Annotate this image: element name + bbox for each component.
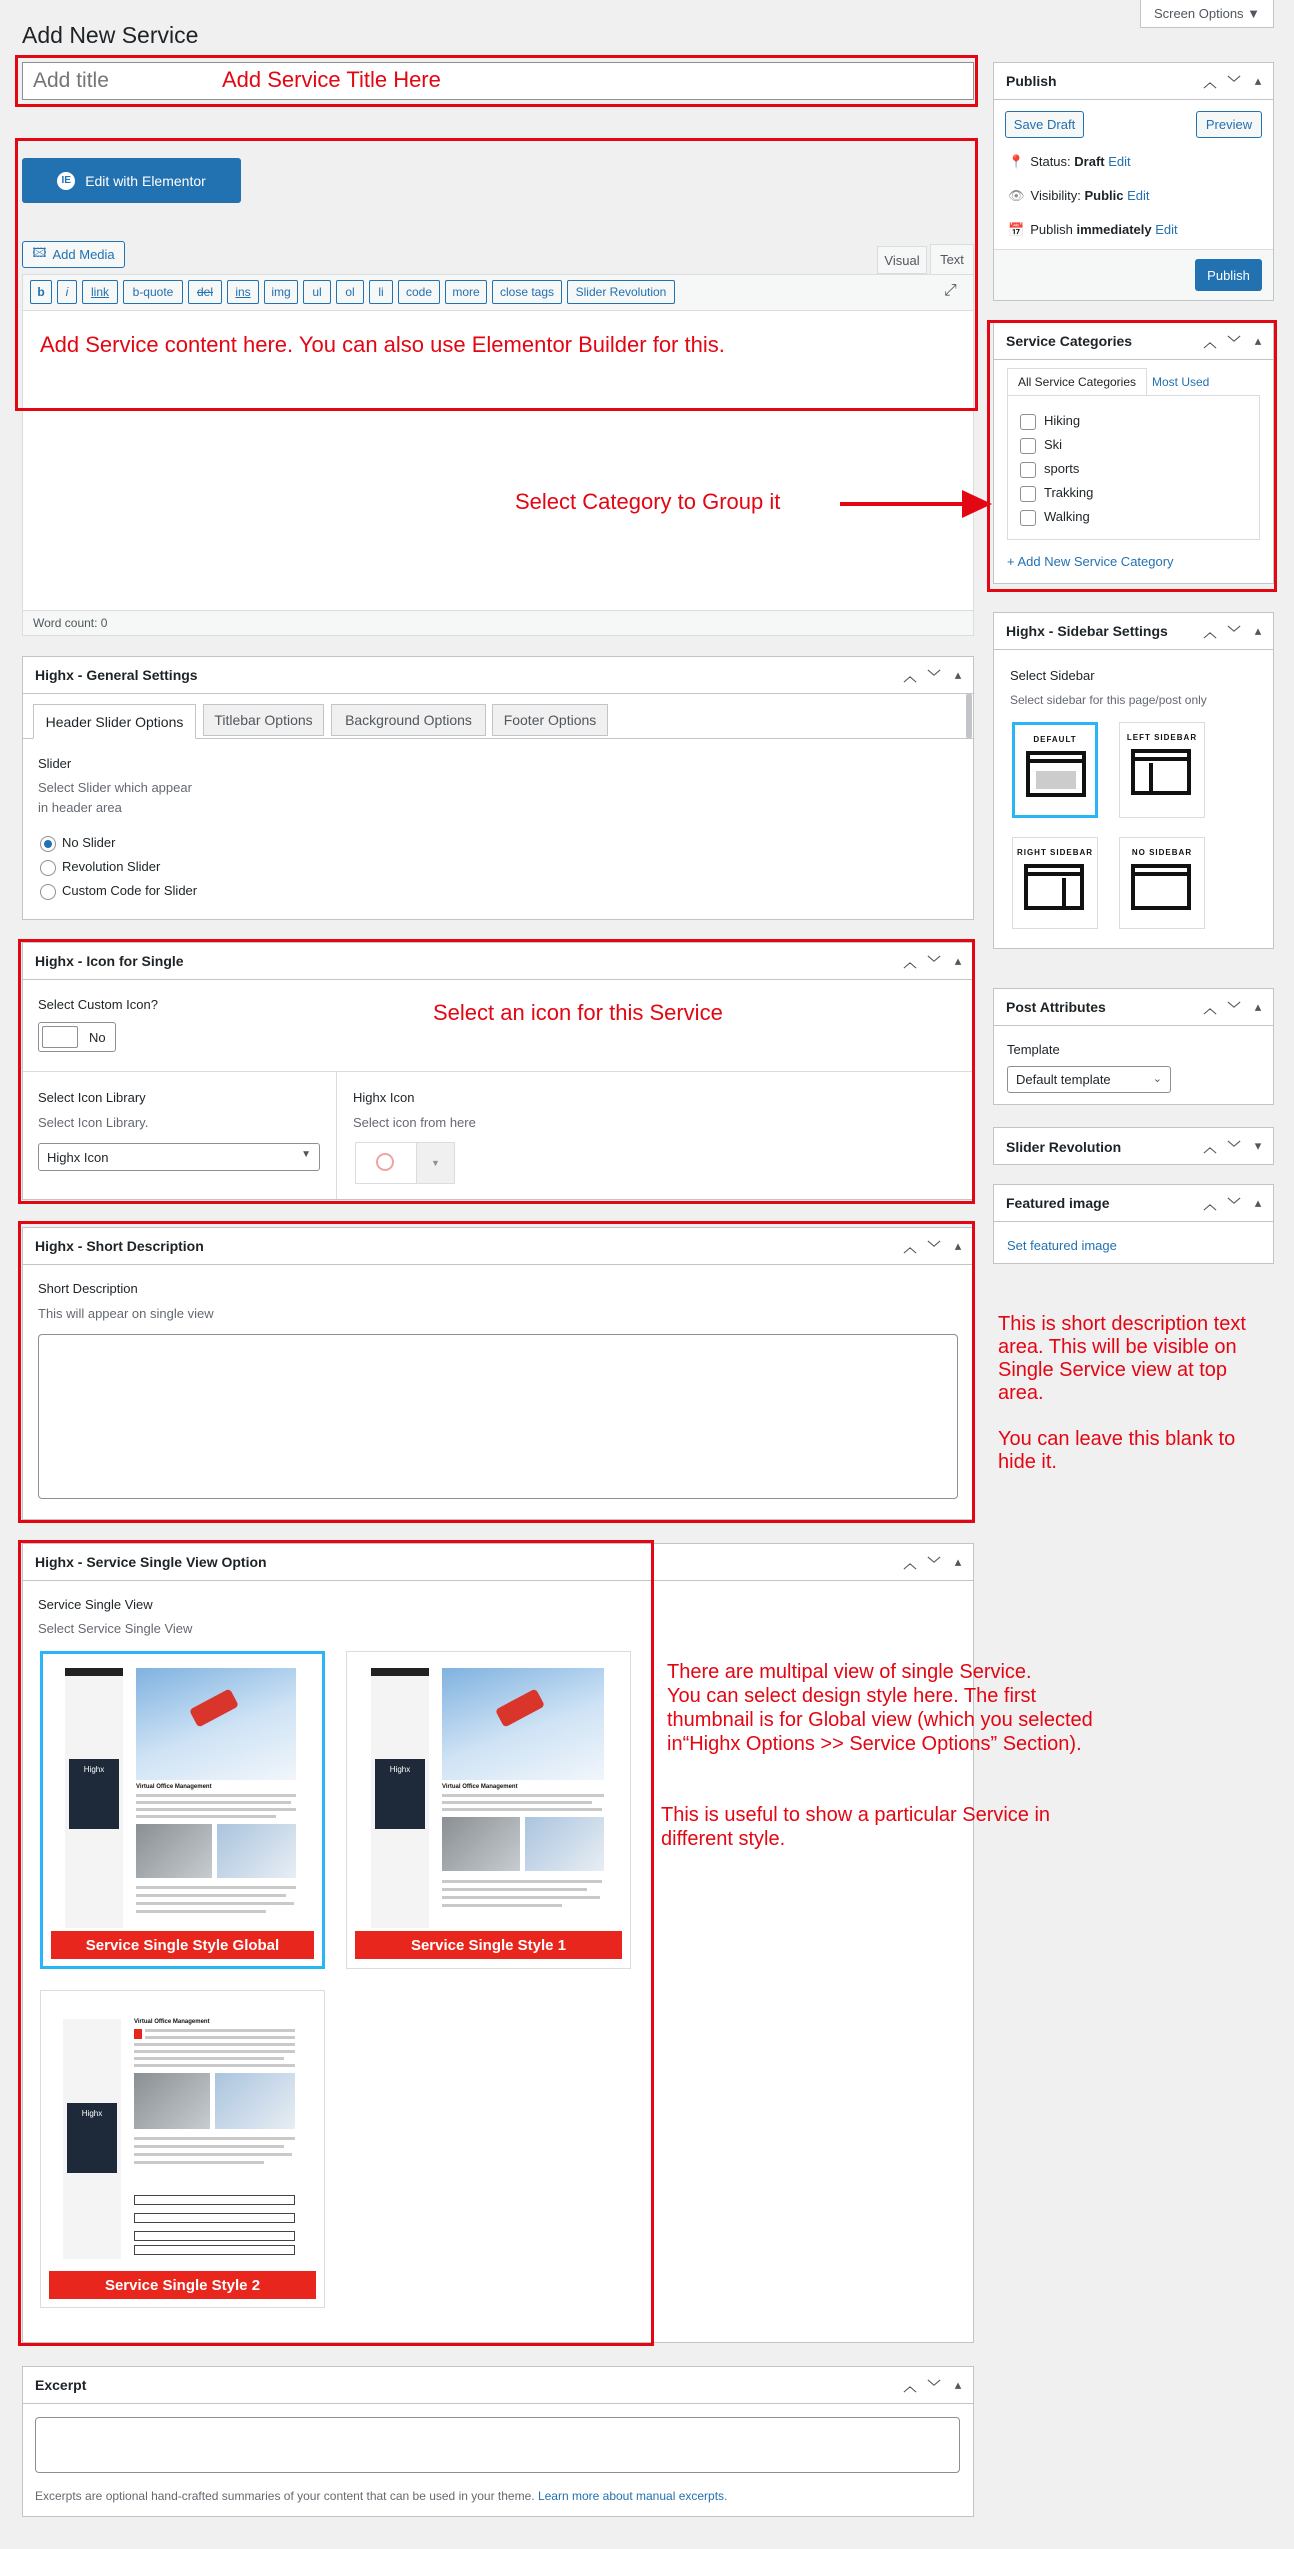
custom-icon-toggle[interactable] [38, 1022, 116, 1052]
thumb-text-line [136, 1894, 286, 1897]
annotation-line: area. [998, 1382, 1044, 1404]
single-view-label: Service Single View [38, 1597, 153, 1612]
save-draft-button[interactable]: Save Draft [1005, 111, 1084, 138]
move-down-icon[interactable]: ﹀ [927, 1555, 941, 1571]
short-desc-label: Short Description [38, 1281, 138, 1296]
qt-slider-revolution[interactable]: Slider Revolution [567, 280, 675, 304]
annotation-line: hide it. [998, 1451, 1057, 1473]
category-checkbox[interactable] [1020, 486, 1036, 502]
qt-b-quote[interactable]: b-quote [123, 280, 183, 304]
qt-more[interactable]: more [445, 280, 487, 304]
ski-image [136, 1668, 296, 1780]
sidebar-option-label: NO SIDEBAR [1131, 848, 1193, 857]
category-sports[interactable] [1020, 461, 1079, 478]
tabs-scrollbar[interactable] [966, 693, 972, 739]
qt-ol[interactable]: ol [336, 280, 364, 304]
toggle-icon[interactable]: ▴ [1254, 73, 1262, 88]
chevron-down-icon: ▼ [301, 1149, 311, 1160]
edit-with-elementor-button[interactable] [22, 158, 241, 203]
calendar-icon: 📅 [1008, 222, 1025, 237]
move-down-icon[interactable]: ﹀ [927, 954, 941, 970]
annotation-line: thumbnail is for Global view (which you selected [667, 1709, 1093, 1731]
annotation-line: area. This will be visible on [998, 1336, 1237, 1358]
qt-del[interactable]: del [188, 280, 222, 304]
status-value: Draft [1074, 154, 1105, 169]
toggle-icon[interactable]: ▴ [954, 953, 962, 968]
layout-left-sidebar-icon [1131, 749, 1191, 795]
move-down-icon[interactable]: ﹀ [927, 2378, 941, 2394]
preview-button[interactable]: Preview [1196, 111, 1262, 138]
toggle-icon[interactable]: ▴ [1254, 1195, 1262, 1210]
icon-single-header[interactable] [23, 943, 973, 980]
tab-footer-options[interactable]: Footer Options [492, 704, 608, 736]
word-count-bar [22, 610, 974, 636]
title-input[interactable] [22, 62, 974, 100]
thumb-text-line [145, 2036, 295, 2039]
annotation-line: different style. [661, 1828, 786, 1850]
layout-no-sidebar-icon [1131, 864, 1191, 910]
eye-icon: 👁 [1008, 188, 1025, 203]
annotation-single-view-2 [661, 1803, 1050, 1851]
move-down-icon[interactable]: ﹀ [1227, 1196, 1241, 1212]
annotation-icon: Select an icon for this Service [433, 1000, 723, 1025]
thumb-style-2[interactable] [40, 1990, 325, 2308]
snow-image [525, 1817, 604, 1871]
move-up-icon[interactable]: ︿ [1203, 1000, 1217, 1016]
thumb-headline: Virtual Office Management [134, 2019, 210, 2025]
sidebar-label: Select Sidebar [1010, 668, 1095, 683]
qt-close-tags[interactable]: close tags [492, 280, 562, 304]
move-up-icon[interactable]: ︿ [903, 2378, 917, 2394]
categories-title: Service Categories [1006, 333, 1133, 349]
qt-b[interactable]: b [30, 280, 52, 304]
move-up-icon[interactable]: ︿ [1203, 1196, 1217, 1212]
climb-image [136, 1824, 212, 1878]
thumb-text-line [136, 1808, 296, 1811]
thumb-text-line [145, 2029, 295, 2032]
visibility-label: Visibility: [1030, 188, 1081, 203]
status-edit-link[interactable]: Edit [1108, 154, 1131, 169]
sidebar-option-right[interactable] [1012, 837, 1098, 929]
chevron-down-icon: ⌄ [1152, 1073, 1162, 1085]
general-settings-header[interactable] [23, 657, 973, 694]
thumb-brand: Highx [389, 1765, 411, 1774]
radio-label: Custom Code for Slider [62, 883, 198, 898]
featured-image-header[interactable] [994, 1185, 1273, 1222]
sidebar-option-label: LEFT SIDEBAR [1126, 733, 1198, 742]
faq-row [134, 2231, 295, 2241]
single-view-desc: Select Service Single View [38, 1621, 193, 1636]
slider-desc-2: in header area [38, 800, 122, 815]
category-checkbox[interactable] [1020, 438, 1036, 454]
qt-img[interactable]: img [264, 280, 298, 304]
annotation-line: in“Highx Options >> Service Options” Section). [667, 1733, 1082, 1755]
thumb-caption: Service Single Style 1 [355, 1931, 622, 1959]
icon-picker[interactable] [355, 1142, 455, 1184]
thumb-text-line [136, 1815, 276, 1818]
move-up-icon[interactable]: ︿ [903, 1555, 917, 1571]
excerpt-textarea[interactable] [35, 2417, 960, 2473]
category-checkbox[interactable] [1020, 510, 1036, 526]
featured-image-title: Featured image [1006, 1195, 1110, 1211]
annotation-line: This is useful to show a particular Service in [661, 1804, 1051, 1826]
climb-image [442, 1817, 520, 1871]
annotation-content: Add Service content here. You can also use Elementor Builder for this. [40, 332, 725, 357]
category-label: Walking [1044, 509, 1090, 524]
excerpt-title: Excerpt [35, 2377, 87, 2393]
icon-library-desc: Select Icon Library. [38, 1115, 149, 1130]
climb-image [134, 2073, 210, 2129]
annotation-line: This is short description text [998, 1313, 1246, 1335]
edit-with-elementor-label: Edit with Elementor [85, 172, 206, 189]
word-count: Word count: 0 [33, 616, 108, 630]
annotation-line: You can select design style here. The first [667, 1685, 1037, 1707]
annotation-line: Single Service view at top [998, 1359, 1228, 1381]
radio-label: Revolution Slider [62, 859, 161, 874]
move-down-icon[interactable]: ﹀ [1227, 1000, 1241, 1016]
slider-revolution-header[interactable] [994, 1128, 1273, 1165]
thumb-sidebar-header [65, 1668, 123, 1676]
category-checkbox[interactable] [1020, 462, 1036, 478]
category-label: Ski [1044, 437, 1063, 452]
tab-all-categories[interactable]: All Service Categories [1007, 368, 1147, 396]
thumb-text-line [134, 2137, 295, 2140]
fullscreen-icon[interactable]: ⤢ [944, 282, 957, 299]
template-value: Default template [1016, 1072, 1111, 1087]
move-down-icon[interactable]: ﹀ [1227, 1139, 1241, 1155]
tab-visual[interactable]: Visual [877, 246, 927, 274]
radio-custom-code[interactable] [40, 883, 197, 900]
toggle-icon[interactable]: ▴ [954, 1554, 962, 1569]
thumb-text-line [134, 2145, 284, 2148]
thumb-style-global[interactable] [40, 1651, 325, 1969]
icon-divider-h [23, 1071, 973, 1072]
thumb-text-line [442, 1808, 602, 1811]
toggle-icon[interactable]: ▾ [1254, 1138, 1262, 1153]
icon-library-select[interactable] [38, 1143, 320, 1171]
qt-i[interactable]: i [57, 280, 77, 304]
category-label: sports [1044, 461, 1080, 476]
qt-link[interactable]: link [82, 280, 118, 304]
schedule-row [1008, 222, 1178, 238]
thumb-text-line [134, 2057, 284, 2060]
category-label: Trakking [1044, 485, 1094, 500]
skier-figure [189, 1688, 239, 1727]
thumb-text-line [442, 1888, 587, 1891]
snow-image [215, 2073, 295, 2129]
slider-desc-1: Select Slider which appear [38, 780, 192, 795]
single-view-title: Highx - Service Single View Option [35, 1554, 267, 1570]
move-up-icon[interactable]: ︿ [1203, 74, 1217, 90]
thumb-brand: Highx [83, 1765, 105, 1774]
highx-icon-desc: Select icon from here [353, 1115, 476, 1130]
thumb-text-line [134, 2161, 264, 2164]
category-label: Hiking [1044, 413, 1081, 428]
thumb-sidebar-header [371, 1668, 429, 1676]
toggle-text: No [89, 1030, 106, 1045]
schedule-edit-link[interactable]: Edit [1155, 222, 1178, 237]
screen-options-button[interactable]: Screen Options ▼ [1140, 0, 1274, 28]
thumb-text-line [136, 1794, 296, 1797]
short-desc-header[interactable] [23, 1228, 973, 1265]
dropcap-mock [134, 2029, 142, 2039]
excerpt-help-text: Excerpts are optional hand-crafted summaries of your content that can be used in your theme. [35, 2489, 535, 2503]
thumb-text-line [442, 1801, 592, 1804]
icon-divider-v [336, 1071, 337, 1199]
toggle-icon[interactable]: ▴ [1254, 333, 1262, 348]
move-up-icon[interactable]: ︿ [903, 954, 917, 970]
thumb-text-line [442, 1880, 602, 1883]
thumb-promo-mock [69, 1759, 119, 1829]
status-label: Status: [1030, 154, 1071, 169]
move-up-icon[interactable]: ︿ [1203, 1139, 1217, 1155]
toggle-icon[interactable]: ▴ [1254, 999, 1262, 1014]
visibility-value: Public [1084, 188, 1124, 203]
thumb-brand: Highx [81, 2109, 103, 2118]
editor-frame [22, 274, 974, 636]
pin-icon: 📍 [1008, 154, 1025, 169]
move-down-icon[interactable]: ﹀ [927, 668, 941, 684]
move-up-icon[interactable]: ︿ [1203, 334, 1217, 350]
elementor-icon: IE [57, 172, 75, 190]
annotation-line [998, 1405, 1246, 1428]
faq-row [134, 2213, 295, 2223]
sidebar-option-label: DEFAULT [1033, 735, 1077, 744]
faq-row [134, 2195, 295, 2205]
annotation-category: Select Category to Group it [515, 489, 781, 514]
thumb-caption: Service Single Style Global [51, 1931, 314, 1959]
thumb-text-line [442, 1794, 604, 1797]
radio-label: No Slider [62, 835, 116, 850]
qt-ul[interactable]: ul [303, 280, 331, 304]
categories-header[interactable] [994, 323, 1273, 360]
radio-button[interactable] [40, 860, 56, 876]
general-settings-title: Highx - General Settings [35, 667, 198, 683]
toggle-knob [42, 1026, 78, 1048]
category-walking[interactable] [1020, 509, 1090, 526]
publish-title: Publish [1006, 73, 1057, 89]
arrow-right-icon [838, 488, 994, 520]
thumb-caption: Service Single Style 2 [49, 2271, 316, 2299]
excerpt-header[interactable] [23, 2367, 973, 2404]
tab-text[interactable]: Text [930, 244, 974, 274]
post-attributes-header[interactable] [994, 989, 1273, 1026]
slider-label: Slider [38, 756, 72, 771]
slider-revolution-title: Slider Revolution [1006, 1138, 1122, 1155]
radio-button[interactable] [40, 836, 56, 852]
sidebar-settings-title: Highx - Sidebar Settings [1006, 623, 1168, 639]
icon-picker-dropdown[interactable]: ▼ [416, 1143, 454, 1183]
move-down-icon[interactable]: ﹀ [927, 1239, 941, 1255]
short-desc-title: Highx - Short Description [35, 1238, 204, 1254]
schedule-label: Publish [1030, 222, 1073, 237]
qt-ins[interactable]: ins [227, 280, 259, 304]
tab-background-options[interactable]: Background Options [331, 704, 486, 736]
annotation-line: There are multipal view of single Service. [667, 1661, 1032, 1683]
add-new-category-link[interactable]: + Add New Service Category [1007, 554, 1174, 569]
template-select[interactable] [1007, 1066, 1171, 1093]
short-desc-desc: This will appear on single view [38, 1306, 214, 1321]
thumb-headline: Virtual Office Management [136, 1784, 212, 1790]
single-view-header[interactable] [23, 1544, 973, 1581]
icon-single-title: Highx - Icon for Single [35, 953, 184, 969]
add-media-icon: 🖾 [32, 244, 47, 260]
category-checkbox[interactable] [1020, 414, 1036, 430]
radio-no-slider[interactable] [40, 835, 115, 852]
thumb-text-line [442, 1896, 600, 1899]
excerpt-help-period: . [724, 2489, 728, 2503]
thumb-promo-mock [375, 1759, 425, 1829]
toggle-icon[interactable]: ▴ [954, 1238, 962, 1253]
qt-code[interactable]: code [398, 280, 440, 304]
toggle-icon[interactable]: ▴ [954, 667, 962, 682]
no-icon-icon [376, 1153, 394, 1171]
thumb-text-line [442, 1904, 562, 1907]
radio-button[interactable] [40, 884, 56, 900]
snow-image [217, 1824, 296, 1878]
layout-right-sidebar-icon [1024, 864, 1084, 910]
schedule-value: immediately [1076, 222, 1152, 237]
sidebar-option-none[interactable] [1119, 837, 1205, 929]
thumb-promo-mock [67, 2103, 117, 2173]
sidebar-option-default[interactable] [1012, 722, 1098, 818]
tab-titlebar-options[interactable]: Titlebar Options [203, 704, 324, 736]
thumb-text-line [134, 2153, 292, 2156]
move-up-icon[interactable]: ︿ [903, 668, 917, 684]
annotation-single-view-1 [667, 1660, 1093, 1756]
tab-header-slider-options[interactable]: Header Slider Options [33, 704, 196, 739]
thumb-text-line [134, 2043, 295, 2046]
annotation-short-desc [998, 1313, 1246, 1474]
custom-icon-label: Select Custom Icon? [38, 997, 158, 1012]
ski-image [442, 1668, 604, 1780]
skier-figure [495, 1688, 545, 1727]
thumb-style-1[interactable] [346, 1651, 631, 1969]
category-ski[interactable] [1020, 437, 1062, 454]
sidebar-option-label: RIGHT SIDEBAR [1016, 848, 1094, 857]
toggle-icon[interactable]: ▴ [954, 2377, 962, 2392]
tab-most-used[interactable]: Most Used [1152, 375, 1210, 389]
move-down-icon[interactable]: ﹀ [1227, 74, 1241, 90]
sidebar-settings-header[interactable] [994, 613, 1273, 650]
excerpt-help-link[interactable]: Learn more about manual excerpts [537, 2489, 725, 2503]
layout-default-icon [1026, 751, 1086, 797]
qt-li[interactable]: li [369, 280, 393, 304]
category-hiking[interactable] [1020, 413, 1080, 430]
toggle-icon[interactable]: ▴ [1254, 623, 1262, 638]
faq-row [134, 2245, 295, 2255]
excerpt-help [35, 2489, 727, 2503]
move-up-icon[interactable]: ︿ [1203, 624, 1217, 640]
thumb-text-line [136, 1801, 291, 1804]
post-attributes-title: Post Attributes [1006, 999, 1106, 1015]
status-row [1008, 154, 1131, 170]
publish-button[interactable]: Publish [1195, 259, 1262, 291]
sidebar-option-left[interactable] [1119, 722, 1205, 818]
radio-revolution-slider[interactable] [40, 859, 160, 876]
add-media-button[interactable] [22, 241, 125, 268]
page-title: Add New Service [22, 22, 199, 48]
slider-revolution-box [993, 1127, 1274, 1165]
sidebar-desc: Select sidebar for this page/post only [1010, 693, 1207, 707]
move-up-icon[interactable]: ︿ [903, 1239, 917, 1255]
publish-header[interactable] [994, 63, 1273, 100]
move-down-icon[interactable]: ﹀ [1227, 334, 1241, 350]
move-down-icon[interactable]: ﹀ [1227, 624, 1241, 640]
visibility-row [1008, 188, 1150, 204]
thumb-text-line [136, 1886, 296, 1889]
thumb-text-line [136, 1902, 294, 1905]
set-featured-image-link[interactable]: Set featured image [1007, 1238, 1117, 1253]
thumb-text-line [136, 1910, 266, 1913]
highx-icon-label: Highx Icon [353, 1090, 415, 1105]
thumb-text-line [134, 2064, 295, 2067]
annotation-line: You can leave this blank to [998, 1428, 1236, 1450]
visibility-edit-link[interactable]: Edit [1127, 188, 1150, 203]
add-media-label: Add Media [52, 247, 115, 262]
annotation-title: Add Service Title Here [222, 67, 441, 92]
icon-library-value: Highx Icon [47, 1150, 109, 1165]
category-trakking[interactable] [1020, 485, 1093, 502]
icon-library-label: Select Icon Library [38, 1090, 146, 1105]
template-label: Template [1007, 1042, 1060, 1057]
thumb-headline: Virtual Office Management [442, 1784, 518, 1790]
short-desc-textarea[interactable] [38, 1334, 958, 1499]
thumb-text-line [134, 2050, 295, 2053]
